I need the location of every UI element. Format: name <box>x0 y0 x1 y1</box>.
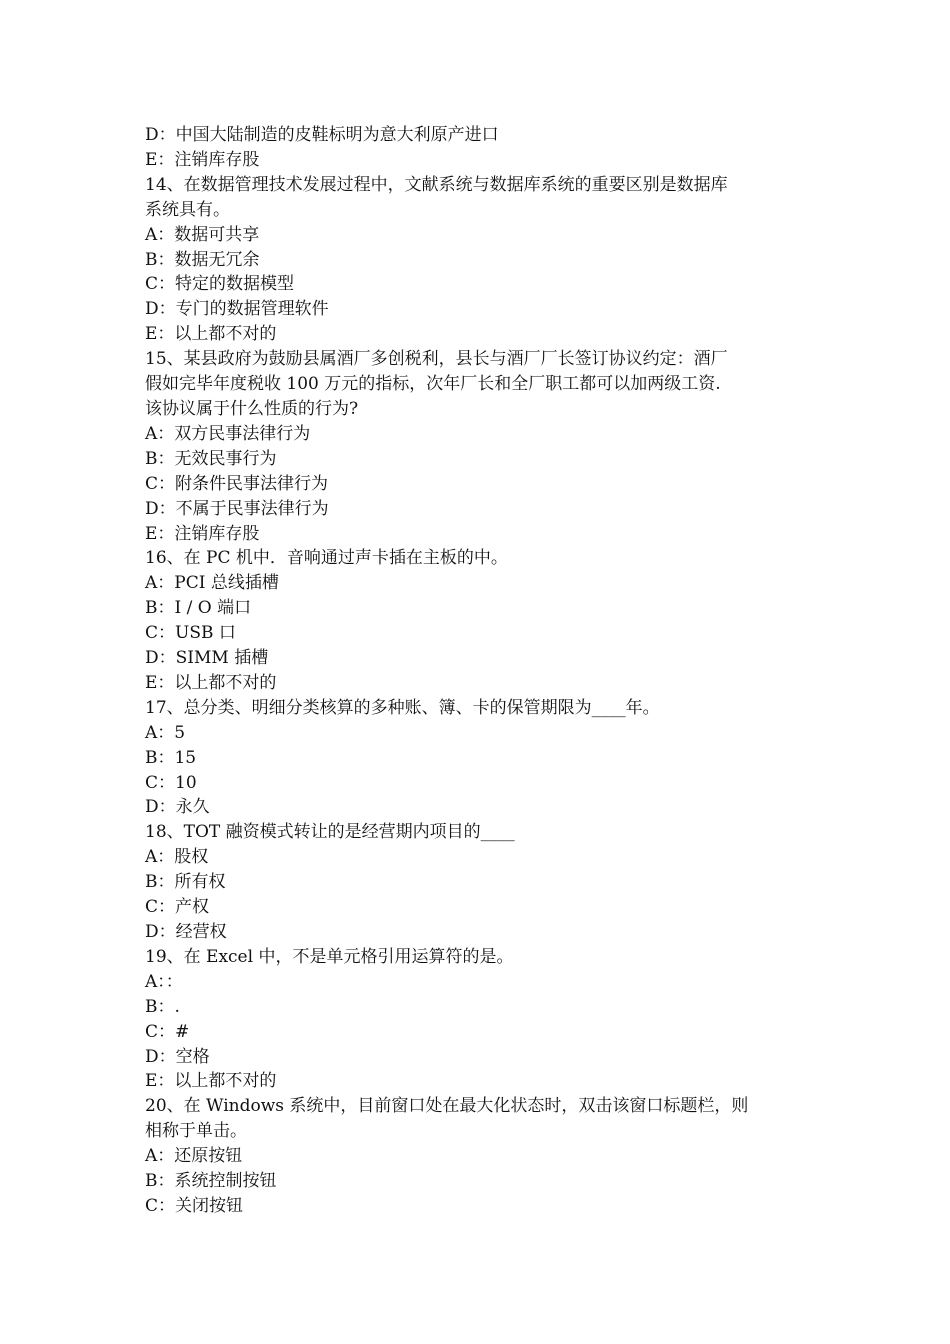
answer-option: E：注销库存股 <box>145 523 260 544</box>
answer-option: A：数据可共享 <box>145 224 260 245</box>
answer-option: D：专门的数据管理软件 <box>145 299 329 320</box>
answer-option: C：USB 口 <box>145 623 236 644</box>
answer-option: C：特定的数据模型 <box>145 274 295 295</box>
answer-option: A：还原按钮 <box>145 1146 243 1167</box>
answer-option: B：系统控制按钮 <box>145 1171 277 1192</box>
answer-option: E：以上都不对的 <box>145 1071 277 1092</box>
answer-option: A：： <box>145 971 183 992</box>
question-text: 系统具有。 <box>145 199 230 220</box>
answer-option: E：以上都不对的 <box>145 672 277 693</box>
answer-option: C：# <box>145 1021 190 1042</box>
answer-option: A：双方民事法律行为 <box>145 423 311 444</box>
question-text: 相称于单击。 <box>145 1121 247 1142</box>
answer-option: C：关闭按钮 <box>145 1195 244 1216</box>
answer-option: D：不属于民事法律行为 <box>145 498 329 519</box>
question-text: 18、TOT 融资模式转让的是经营期内项目的____ <box>145 822 515 843</box>
question-text: 17、总分类、明细分类核算的多种账、簿、卡的保管期限为____年。 <box>145 697 660 718</box>
answer-option: C：产权 <box>145 897 210 918</box>
answer-option: D：中国大陆制造的皮鞋标明为意大利原产进口 <box>145 125 499 145</box>
answer-option: E：以上都不对的 <box>145 324 277 345</box>
answer-option: C：附条件民事法律行为 <box>145 473 329 494</box>
answer-option: C：10 <box>145 772 197 793</box>
question-text: 19、在 Excel 中，不是单元格引用运算符的是。 <box>145 946 514 967</box>
answer-option: A：5 <box>145 722 186 743</box>
question-text: 16、在 PC 机中．音响通过声卡插在主板的中。 <box>145 548 508 569</box>
answer-option: A：股权 <box>145 847 209 868</box>
question-text: 该协议属于什么性质的行为? <box>145 398 359 419</box>
answer-option: B：所有权 <box>145 872 226 893</box>
question-text: 15、某县政府为鼓励县属酒厂多创税利，县长与酒厂厂长签订协议约定：酒厂 <box>145 349 728 370</box>
answer-option: D：SIMM 插槽 <box>145 648 269 669</box>
answer-option: B：数据无冗余 <box>145 249 260 270</box>
answer-option: B：I / O 端口 <box>145 598 252 619</box>
answer-option: D：空格 <box>145 1046 210 1067</box>
answer-option: D：永久 <box>145 797 210 818</box>
answer-option: D：经营权 <box>145 922 227 942</box>
document-body <box>145 123 810 1219</box>
question-text: 假如完毕年度税收 100 万元的指标，次年厂长和全厂职工都可以加两级工资. <box>145 374 721 395</box>
answer-option: E：注销库存股 <box>145 149 260 170</box>
answer-option: B：. <box>145 996 180 1017</box>
question-text: 14、在数据管理技术发展过程中，文献系统与数据库系统的重要区别是数据库 <box>145 174 728 195</box>
question-text: 20、在 Windows 系统中，目前窗口处在最大化状态时，双击该窗口标题栏，则 <box>145 1096 749 1117</box>
answer-option: B：无效民事行为 <box>145 448 277 469</box>
answer-option: B：15 <box>145 747 197 768</box>
answer-option: A：PCI 总线插槽 <box>145 573 279 594</box>
